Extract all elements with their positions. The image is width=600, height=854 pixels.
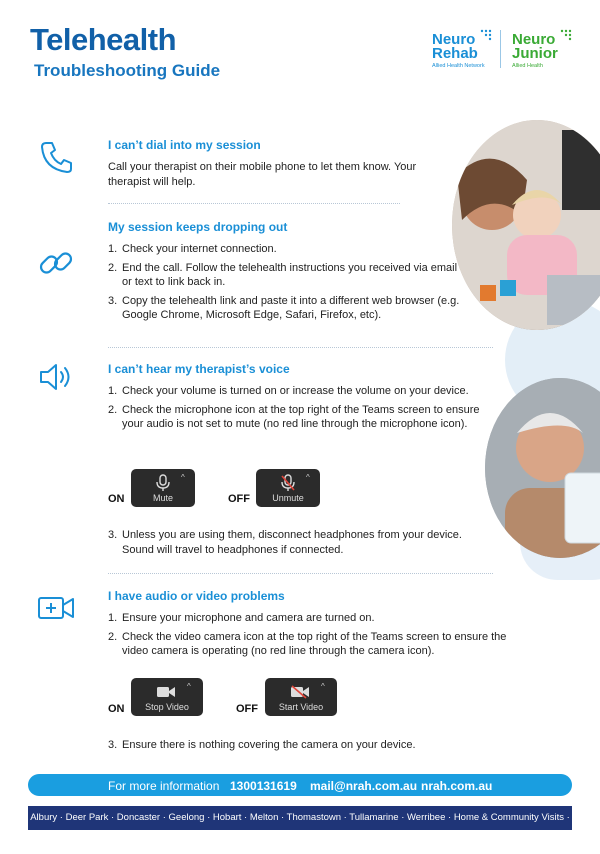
neurorehab-logo: Neuro Rehab Allied Health Network bbox=[432, 31, 485, 69]
section-session-dropping bbox=[108, 220, 468, 327]
section-heading: I can’t hear my therapist’s voice bbox=[108, 362, 290, 376]
contact-info-bar bbox=[28, 774, 572, 796]
divider bbox=[108, 573, 493, 574]
info-label: For more information bbox=[108, 779, 220, 793]
website-link[interactable]: nrah.com.au bbox=[421, 779, 493, 793]
off-label: OFF bbox=[236, 703, 258, 715]
list-item: 3. Copy the telehealth link and paste it into a different web browser (e.g. Google Chrome, Microsoft Edge, Safari, Firefox, etc). bbox=[108, 294, 460, 321]
locations-footer: Albury · Deer Park · Doncaster · Geelong · Hobart · Melton · Thomastown · Tullamarine · Werribee · Home & Community Visits · Telehealth bbox=[28, 806, 572, 830]
steps-list bbox=[108, 528, 493, 557]
divider bbox=[108, 347, 493, 348]
steps-list bbox=[108, 611, 508, 659]
section-cant-hear-continued bbox=[108, 528, 493, 561]
steps-list bbox=[108, 384, 493, 432]
camera-icon bbox=[156, 685, 176, 699]
speaker-icon bbox=[36, 358, 76, 398]
phone-icon bbox=[36, 137, 76, 177]
section-heading: My session keeps dropping out bbox=[108, 220, 288, 234]
neurojunior-logo: Neuro Junior Allied Health bbox=[512, 31, 558, 69]
steps-list bbox=[108, 738, 508, 753]
on-label: ON bbox=[108, 493, 125, 505]
page-subtitle: Troubleshooting Guide bbox=[34, 61, 221, 80]
stop-video-button[interactable]: ^ Stop Video bbox=[131, 678, 203, 716]
list-item: 2. Check the microphone icon at the top right of the Teams screen to ensure your audio is not set to mute (no red line through the microphone icon). bbox=[108, 403, 480, 430]
section-audio-video bbox=[108, 589, 508, 663]
steps-list bbox=[108, 242, 468, 323]
logo-divider bbox=[500, 30, 501, 68]
on-label: ON bbox=[108, 703, 125, 715]
section-cant-hear bbox=[108, 362, 493, 436]
page-title: Telehealth bbox=[30, 22, 177, 57]
senior-man-photo bbox=[485, 378, 600, 558]
list-item: 1. Ensure your microphone and camera are turned on. bbox=[108, 612, 375, 624]
chevron-up-icon: ^ bbox=[187, 682, 191, 691]
chevron-up-icon: ^ bbox=[321, 682, 325, 691]
mute-button[interactable]: ^ Mute bbox=[131, 469, 195, 507]
list-item: 3. Ensure there is nothing covering the camera on your device. bbox=[108, 739, 416, 751]
list-item: 1. Check your volume is turned on or increase the volume on your device. bbox=[108, 385, 469, 397]
chevron-up-icon: ^ bbox=[181, 473, 185, 482]
start-video-button[interactable]: ^ Start Video bbox=[265, 678, 337, 716]
section-heading: I have audio or video problems bbox=[108, 589, 285, 603]
camera-off-icon bbox=[290, 685, 310, 699]
list-item: 2. Check the video camera icon at the top right of the Teams screen to ensure the video camera is operating (no red line through the camera icon). bbox=[108, 630, 507, 657]
microphone-icon bbox=[155, 474, 171, 492]
section-audio-video-continued bbox=[108, 738, 508, 757]
link-icon bbox=[36, 243, 76, 283]
video-camera-icon bbox=[36, 588, 76, 628]
section-text: Call your therapist on their mobile phone to let them know. Your therapist will help. bbox=[108, 161, 417, 188]
divider bbox=[108, 203, 400, 204]
logo-dots-icon bbox=[480, 28, 492, 46]
list-item: 2. End the call. Follow the telehealth instructions you received via email or text to link back in. bbox=[108, 261, 458, 288]
off-label: OFF bbox=[228, 493, 250, 505]
logo-dots-icon bbox=[560, 28, 572, 46]
chevron-up-icon: ^ bbox=[306, 473, 310, 482]
section-cant-dial bbox=[108, 138, 508, 190]
email-link[interactable]: mail@nrah.com.au bbox=[310, 779, 418, 793]
unmute-button[interactable]: ^ Unmute bbox=[256, 469, 320, 507]
microphone-muted-icon bbox=[280, 474, 296, 492]
phone-number[interactable]: 1300131619 bbox=[230, 779, 297, 793]
list-item: 3. Unless you are using them, disconnect headphones from your device. Sound will travel to headphones if connected. bbox=[108, 529, 462, 556]
list-item: 1. Check your internet connection. bbox=[108, 243, 277, 255]
section-heading: I can’t dial into my session bbox=[108, 138, 261, 152]
